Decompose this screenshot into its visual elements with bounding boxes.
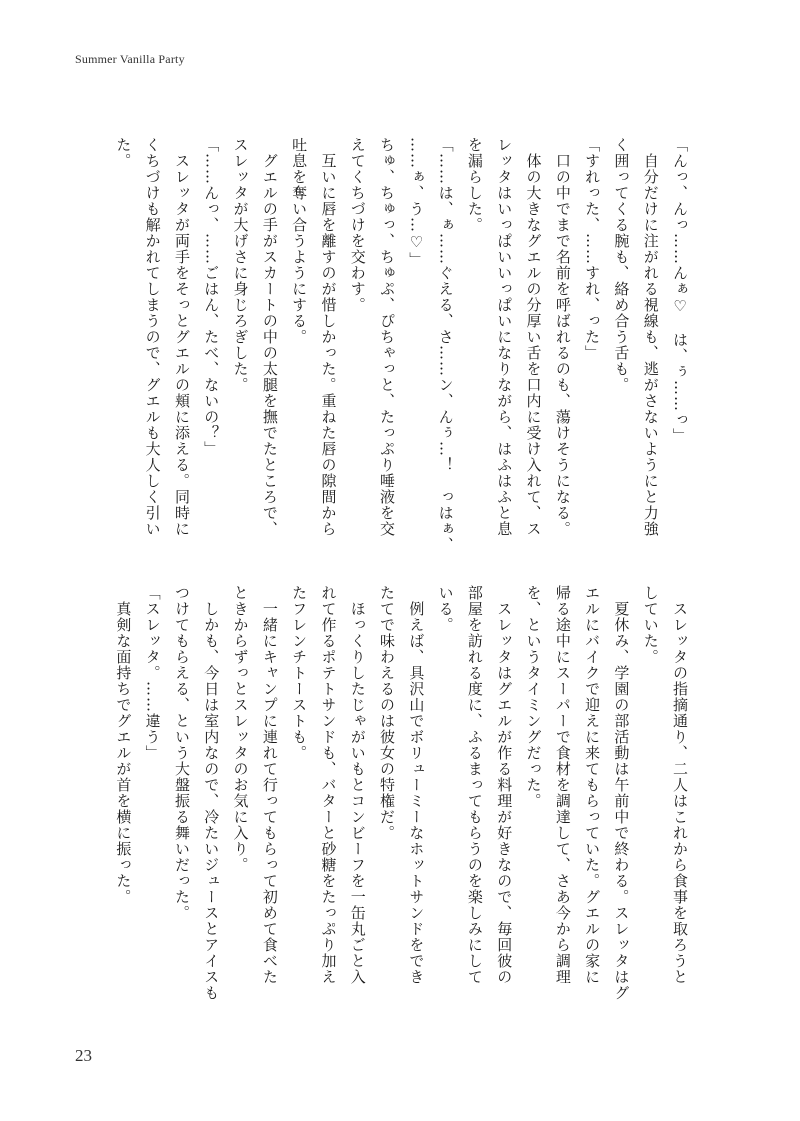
page-number: 23 (75, 1046, 92, 1065)
text-column: えてくちづけを交わす。 (348, 137, 367, 313)
text-column: 口の中でまで名前を呼ばれるのも、蕩けそうになる。 (553, 137, 572, 537)
text-column: 自分だけに注がれる視線も、逃がさないようにと力強 (641, 137, 660, 537)
text-column: 互いに唇を離すのが惜しかった。重ねた唇の隙間から (319, 137, 338, 537)
text-column: 「んっ、んっ……んぁ♡ は、ぅ……っ」 (671, 137, 689, 444)
text-column: 「スレッタ。……違う」 (143, 585, 162, 761)
text-column: スレッタが大げさに身じろぎした。 (231, 137, 250, 393)
text-column: を、というタイミングだった。 (524, 585, 543, 809)
running-head: Summer Vanilla Party (75, 52, 185, 66)
text-column: くちづけも解かれてしまうので、グエルも大人しく引い (143, 137, 162, 537)
text-block-bottom (108, 585, 694, 1001)
text-column: ちゅ、ちゅっ、ちゅぷ、ぴちゃっと、たっぷり唾液を交 (378, 137, 397, 537)
text-column: 「……んっ、……ごはん、たべ、ないの？」 (202, 137, 221, 457)
text-column: 「……は、ぁ……ぐえる、さ……ン、んぅ…！ っはぁ、 (436, 137, 455, 553)
text-column: レッタはいっぱいいっぱいになりながら、はふはふと息 (495, 137, 514, 537)
text-column: れて作るポテトサンドも、バターと砂糖をたっぷり加え (319, 585, 338, 985)
text-column: 部屋を訪れる度に、ふるまってもらうのを楽しみにして (465, 585, 484, 985)
text-column: 「すれった、……すれ、った」 (583, 137, 602, 361)
text-block-top (108, 137, 694, 553)
text-column: 帰る途中にスーパーで食材を調達して、さあ今から調理 (553, 585, 572, 985)
text-column: く囲ってくる腕も、絡め合う舌も。 (612, 137, 631, 393)
text-column: グエルの手がスカートの中の太腿を撫でたところで、 (260, 137, 279, 537)
text-column: 吐息を奪い合うようにする。 (290, 137, 309, 345)
text-column: 例えば、具沢山でボリューミーなホットサンドをでき (407, 585, 426, 985)
text-column: スレッタはグエルが作る料理が好きなので、毎回彼の (495, 585, 514, 985)
text-column: 体の大きなグエルの分厚い舌を口内に受け入れて、ス (524, 137, 543, 537)
text-column: ときからずっとスレッタのお気に入り。 (231, 585, 250, 873)
text-column: 夏休み、学園の部活動は午前中で終わる。スレッタはグ (612, 585, 631, 1001)
text-column: 真剣な面持ちでグエルが首を横に振った。 (114, 585, 133, 905)
text-column: を漏らした。 (465, 137, 484, 233)
text-column: つけてもらえる、という大盤振る舞いだった。 (172, 585, 191, 921)
text-column: スレッタの指摘通り、二人はこれから食事を取ろうと (671, 585, 689, 985)
text-column: エルにバイクで迎えに来てもらっていた。グエルの家に (583, 585, 602, 985)
text-column: いる。 (436, 585, 455, 633)
text-column: ほっくりしたじゃがいもとコンビーフを一缶丸ごと入 (348, 585, 367, 985)
text-column: 一緒にキャンプに連れて行ってもらって初めて食べた (260, 585, 279, 985)
text-column: しかも、今日は室内なので、冷たいジュースとアイスも (202, 585, 221, 1001)
text-column: スレッタが両手をそっとグエルの頬に添える。同時に (172, 137, 191, 537)
text-column: たてで味わえるのは彼女の特権だ。 (378, 585, 397, 841)
text-column: していた。 (641, 585, 660, 665)
text-column: ……ぁ、う…♡」 (407, 137, 426, 268)
text-column: た。 (114, 137, 133, 169)
text-column: たフレンチトーストも。 (290, 585, 309, 761)
